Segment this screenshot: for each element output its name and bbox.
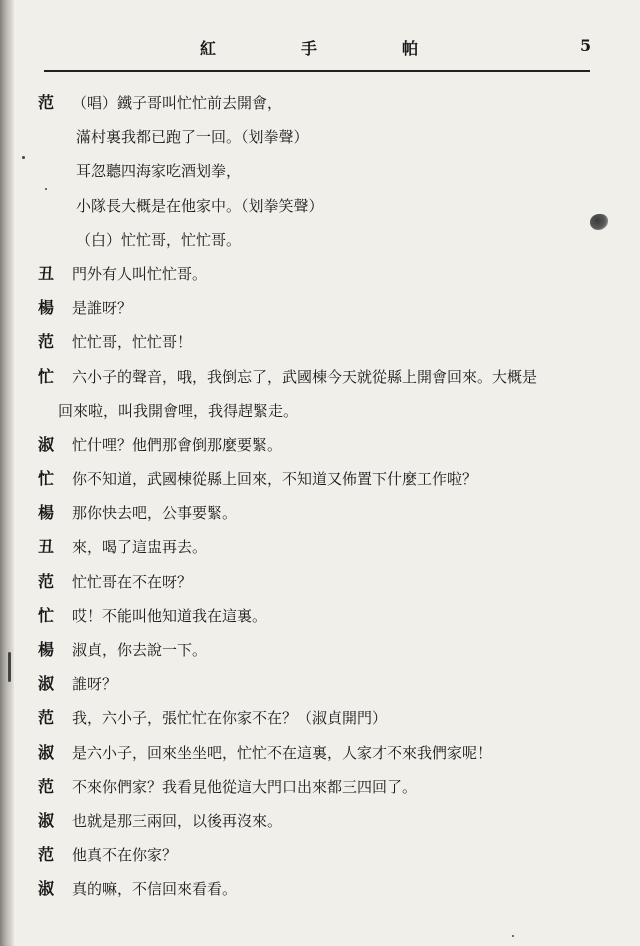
dialogue-line xyxy=(0,804,640,838)
speck xyxy=(8,652,11,682)
speck xyxy=(45,188,47,190)
script-body xyxy=(0,86,640,907)
dialogue-line xyxy=(0,360,640,394)
speaker-name: 忙 xyxy=(38,366,55,386)
dialogue-text: 也就是那三兩回，以後再沒來。 xyxy=(72,811,283,830)
dialogue-line xyxy=(0,667,640,701)
dialogue-line xyxy=(0,599,640,633)
speck xyxy=(22,156,25,159)
dialogue-text: 來，喝了這盅再去。 xyxy=(72,538,208,557)
speaker-name: 范 xyxy=(38,845,55,865)
dialogue-line xyxy=(0,736,640,770)
dialogue-line xyxy=(0,223,640,257)
speaker-name: 丑 xyxy=(38,537,55,557)
dialogue-text: 忙忙哥在不在呀？ xyxy=(72,572,193,591)
dialogue-line xyxy=(0,120,640,154)
dialogue-line xyxy=(0,701,640,735)
speaker-name: 范 xyxy=(38,93,55,112)
dialogue-line xyxy=(0,838,640,872)
speaker-name: 丑 xyxy=(38,263,55,283)
dialogue-line xyxy=(0,530,640,564)
dialogue-text: 滿村裏我都已跑了一回。（划拳聲） xyxy=(76,128,309,147)
speaker-name: 忙 xyxy=(38,469,55,489)
speaker-name: 范 xyxy=(38,332,55,352)
dialogue-line xyxy=(0,189,640,223)
speaker-name: 楊 xyxy=(38,298,55,318)
speaker-name: 范 xyxy=(38,776,55,796)
running-header-title xyxy=(200,36,420,59)
dialogue-text: （白）忙忙哥，忙忙哥。 xyxy=(76,230,242,249)
dialogue-line xyxy=(0,291,640,325)
dialogue-line xyxy=(0,872,640,906)
dialogue-text: 是誰呀？ xyxy=(72,299,133,318)
dialogue-line xyxy=(0,394,640,428)
header-title-char: 紅 xyxy=(200,39,219,58)
dialogue-text: 忙什哩？他們那會倒那麼要緊。 xyxy=(72,435,283,454)
dialogue-line xyxy=(0,428,640,462)
speaker-name: 楊 xyxy=(38,503,55,523)
page-number: 5 xyxy=(580,36,592,55)
speaker-name: 忙 xyxy=(38,605,55,625)
dialogue-text: 忙忙哥，忙忙哥！ xyxy=(72,333,193,352)
speaker-name: 淑 xyxy=(38,879,55,899)
dialogue-text: 真的嘛，不信回來看看。 xyxy=(72,880,238,899)
dialogue-line xyxy=(0,325,640,359)
dialogue-line xyxy=(0,496,640,530)
dialogue-text: （唱）鐵子哥叫忙忙前去開會， xyxy=(72,94,283,112)
dialogue-line xyxy=(0,154,640,188)
speaker-name: 楊 xyxy=(38,640,55,659)
header-rule xyxy=(44,70,590,72)
dialogue-line xyxy=(0,257,640,291)
header-title-char: 帕 xyxy=(401,39,420,58)
dialogue-text: 不來你們家？我看見他從這大門口出來都三四回了。 xyxy=(72,777,418,796)
dialogue-line xyxy=(0,633,640,667)
speaker-name: 淑 xyxy=(38,742,55,762)
dialogue-line xyxy=(0,86,640,120)
dialogue-text: 他真不在你家？ xyxy=(72,846,178,865)
dialogue-line xyxy=(0,770,640,804)
speaker-name: 淑 xyxy=(38,810,55,830)
dialogue-text: 門外有人叫忙忙哥。 xyxy=(72,264,208,283)
speaker-name: 淑 xyxy=(38,434,55,454)
speaker-name: 范 xyxy=(38,571,55,591)
dialogue-text: 是六小子，回來坐坐吧，忙忙不在這裏，人家才不來我們家呢！ xyxy=(72,743,493,762)
dialogue-text: 六小子的聲音，哦，我倒忘了，武國棟今天就從縣上開會回來。大概是 xyxy=(72,367,538,386)
dialogue-text: 你不知道，武國棟從縣上回來，不知道又佈置下什麼工作啦？ xyxy=(72,470,478,489)
speaker-name: 范 xyxy=(38,708,55,728)
dialogue-line xyxy=(0,565,640,599)
dialogue-text: 誰呀？ xyxy=(72,675,118,694)
dialogue-text: 哎！不能叫他知道我在這裏。 xyxy=(72,606,268,625)
speaker-name: 淑 xyxy=(38,674,55,694)
speck xyxy=(512,935,514,937)
dialogue-line xyxy=(0,462,640,496)
dialogue-text: 淑貞，你去說一下。 xyxy=(72,641,208,659)
dialogue-text: 我，六小子，張忙忙在你家不在？（淑貞開門） xyxy=(72,709,388,728)
header-title-char: 手 xyxy=(300,39,319,58)
dialogue-text: 那你快去吧，公事要緊。 xyxy=(72,504,238,523)
dialogue-text: 耳忽聽四海家吃酒划拳， xyxy=(76,162,242,181)
dialogue-text: 小隊長大概是在他家中。（划拳笑聲） xyxy=(76,196,324,215)
dialogue-text: 回來啦，叫我開會哩，我得趕緊走。 xyxy=(58,401,299,420)
